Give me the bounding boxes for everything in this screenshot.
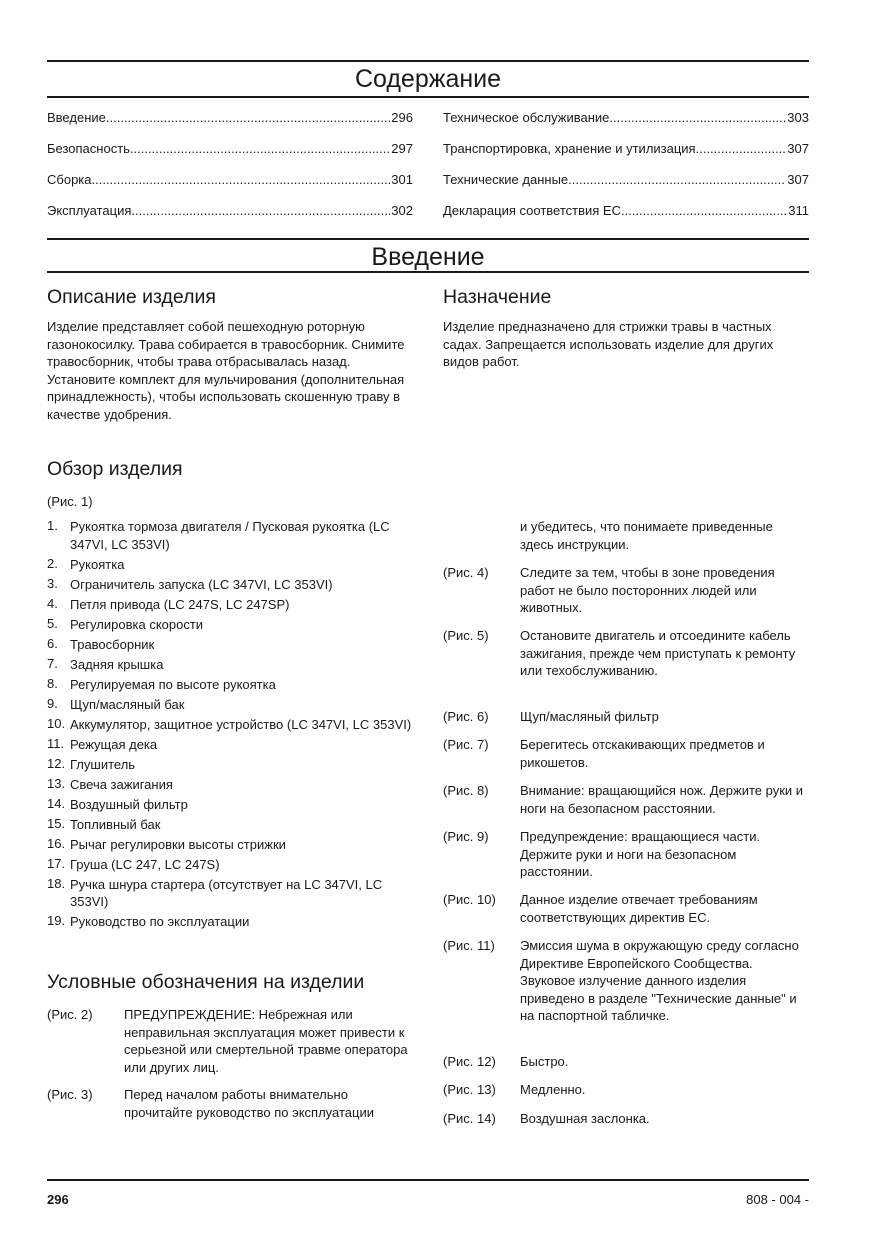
symbol-text: ПРЕДУПРЕЖДЕНИЕ: Небрежная или неправильная эксплуатация может привести к серьезной или смертельной травме оператора или других лиц. [124,1007,408,1075]
toc-entry[interactable] [47,203,413,219]
footer-rule [47,1179,809,1181]
symbol-entry [47,1006,417,1076]
intro-bottom-rule [47,271,809,273]
toc-title: Содержание [354,65,502,93]
symbol-entry [443,1081,810,1099]
list-item: 1. Рукоятка тормоза двигателя / Пусковая рукоятка (LC 347VI, LC 353VI) [47,518,390,552]
symbol-entry [443,564,810,617]
list-item: 9. Щуп/масляный бак [47,695,185,712]
symbol-text: Медленно. [520,1082,586,1097]
list-item: 14. Воздушный фильтр [47,795,188,812]
toc-entry-page: 307 [787,172,809,187]
symbol-text: Быстро. [520,1054,569,1069]
toc-entry-label: Сборка [47,172,92,187]
list-item: 15. Топливный бак [47,815,161,832]
toc-entry[interactable] [443,203,809,219]
toc-top-rule [47,60,809,62]
list-item: 5. Регулировка скорости [47,615,204,632]
symbol-ref: (Рис. 6) [443,709,489,724]
symbol-continuation: и убедитесь, что понимаете приведенные здесь инструкции. [520,519,773,552]
description-heading: Описание изделия [47,286,216,308]
overview-fig-ref: (Рис. 1) [47,494,93,509]
page-number: 296 [47,1192,69,1207]
symbol-entry [47,1086,417,1121]
list-item: 2. Рукоятка [47,555,125,572]
list-item: 8. Регулируемая по высоте рукоятка [47,675,276,692]
symbol-text: Берегитесь отскакивающих предметов и рикошетов. [520,737,765,770]
toc-bottom-rule [47,96,809,98]
symbol-ref: (Рис. 8) [443,783,489,798]
list-item: 13. Свеча зажигания [47,775,173,792]
list-item: 10. Аккумулятор, защитное устройство (LC 347VI, LC 353VI) [47,715,412,732]
symbol-ref: (Рис. 7) [443,737,489,752]
intro-title: Введение [371,243,485,271]
symbol-ref: (Рис. 13) [443,1082,496,1097]
symbol-text: Предупреждение: вращающиеся части. Держите руки и ноги на безопасном расстоянии. [520,829,761,880]
toc-entry-label: Эксплуатация [47,203,132,218]
symbols-heading: Условные обозначения на изделии [47,971,365,993]
symbol-ref: (Рис. 12) [443,1054,496,1069]
symbol-text: Перед началом работы внимательно прочитайте руководство по эксплуатации [124,1087,374,1120]
symbol-entry [443,891,810,926]
list-item: 4. Петля привода (LC 247S, LC 247SP) [47,595,290,612]
list-item: 11. Режущая дека [47,735,158,752]
symbol-text: Остановите двигатель и отсоедините кабель зажигания, прежде чем приступать к ремонту или техобслуживанию. [520,628,796,679]
symbol-ref: (Рис. 14) [443,1111,496,1126]
list-item: 3. Ограничитель запуска (LC 347VI, LC 353VI) [47,575,333,592]
symbol-text: Воздушная заслонка. [520,1111,650,1126]
toc-entry[interactable] [47,110,413,126]
toc-entry-page: 311 [788,203,809,218]
symbol-entry [443,736,810,771]
toc-entry-label: Технические данные [443,172,569,187]
toc-entry-page: 303 [787,110,809,125]
symbol-ref: (Рис. 5) [443,628,489,643]
purpose-heading: Назначение [443,286,552,308]
toc-entry-label: Транспортировка, хранение и утилизация [443,141,696,156]
toc-entry-label: Декларация соответствия ЕС [443,203,621,218]
symbol-text: Внимание: вращающийся нож. Держите руки и ноги на безопасном расстоянии. [520,783,804,816]
symbol-ref: (Рис. 10) [443,892,496,907]
toc-entry[interactable] [443,110,809,126]
purpose-text: Изделие предназначено для стрижки травы в частных садах. Запрещается использовать изделие для других видов работ. [443,319,774,370]
toc-entry-page: 302 [391,203,413,218]
symbol-ref: (Рис. 11) [443,938,495,953]
symbol-ref: (Рис. 3) [47,1087,93,1102]
toc-entry-page: 301 [391,172,413,187]
toc-entry[interactable] [47,141,413,157]
list-item: 19. Руководство по эксплуатации [47,913,250,929]
doc-code: 808 - 004 - [746,1192,809,1207]
toc-entry[interactable] [443,141,809,157]
symbol-entry [443,1053,810,1071]
overview-heading: Обзор изделия [47,458,183,480]
list-item: 7. Задняя крышка [47,655,164,672]
list-item: 6. Травосборник [47,635,155,652]
toc-entry-label: Безопасность [47,141,130,156]
toc-entry[interactable] [443,172,809,188]
description-text: Изделие представляет собой пешеходную роторную газонокосилку. Трава собирается в травосборник. Снимите травосборник, чтобы трава отбрасывалась назад. Установите комплект для мульчирования (дополнительная принадлежность), чтобы использовать скошенную траву в качестве удобрения. [47,319,405,422]
overview-parts-list [47,518,417,931]
symbol-entry [443,782,810,817]
intro-top-rule [47,238,809,240]
symbol-text: Щуп/масляный фильтр [520,709,659,724]
symbol-entry [443,937,810,1025]
toc-entry-label: Техническое обслуживание [443,110,610,125]
symbol-text: Следите за тем, чтобы в зоне проведения работ не было посторонних людей или животных. [520,565,775,616]
symbol-ref: (Рис. 9) [443,829,489,844]
toc-entry-page: 307 [787,141,809,156]
toc-entry-page: 296 [391,110,413,125]
list-item: 16. Рычаг регулировки высоты стрижки [47,835,286,852]
toc-entry-page: 297 [391,141,413,156]
list-item: 18. Ручка шнура стартера (отсутствует на LC 347VI, LC 353VI) [47,875,383,909]
toc-entry-label: Введение [47,110,106,125]
list-item: 17. Груша (LC 247, LC 247S) [47,855,220,872]
symbol-ref: (Рис. 4) [443,565,489,580]
list-item: 12. Глушитель [47,755,136,772]
symbol-entry [443,627,810,680]
symbol-text: Данное изделие отвечает требованиям соответствующих директив ЕС. [520,892,758,925]
symbol-entry [443,828,810,881]
symbol-entry [443,708,810,726]
toc-entry[interactable] [47,172,413,188]
symbol-entry [443,1110,810,1128]
symbol-text: Эмиссия шума в окружающую среду согласно Директиве Европейского Сообщества. Звуковое излучение данного изделия приведено в разделе "Технические данные" и на паспортной табличке. [520,938,799,1024]
symbol-ref: (Рис. 2) [47,1007,93,1022]
